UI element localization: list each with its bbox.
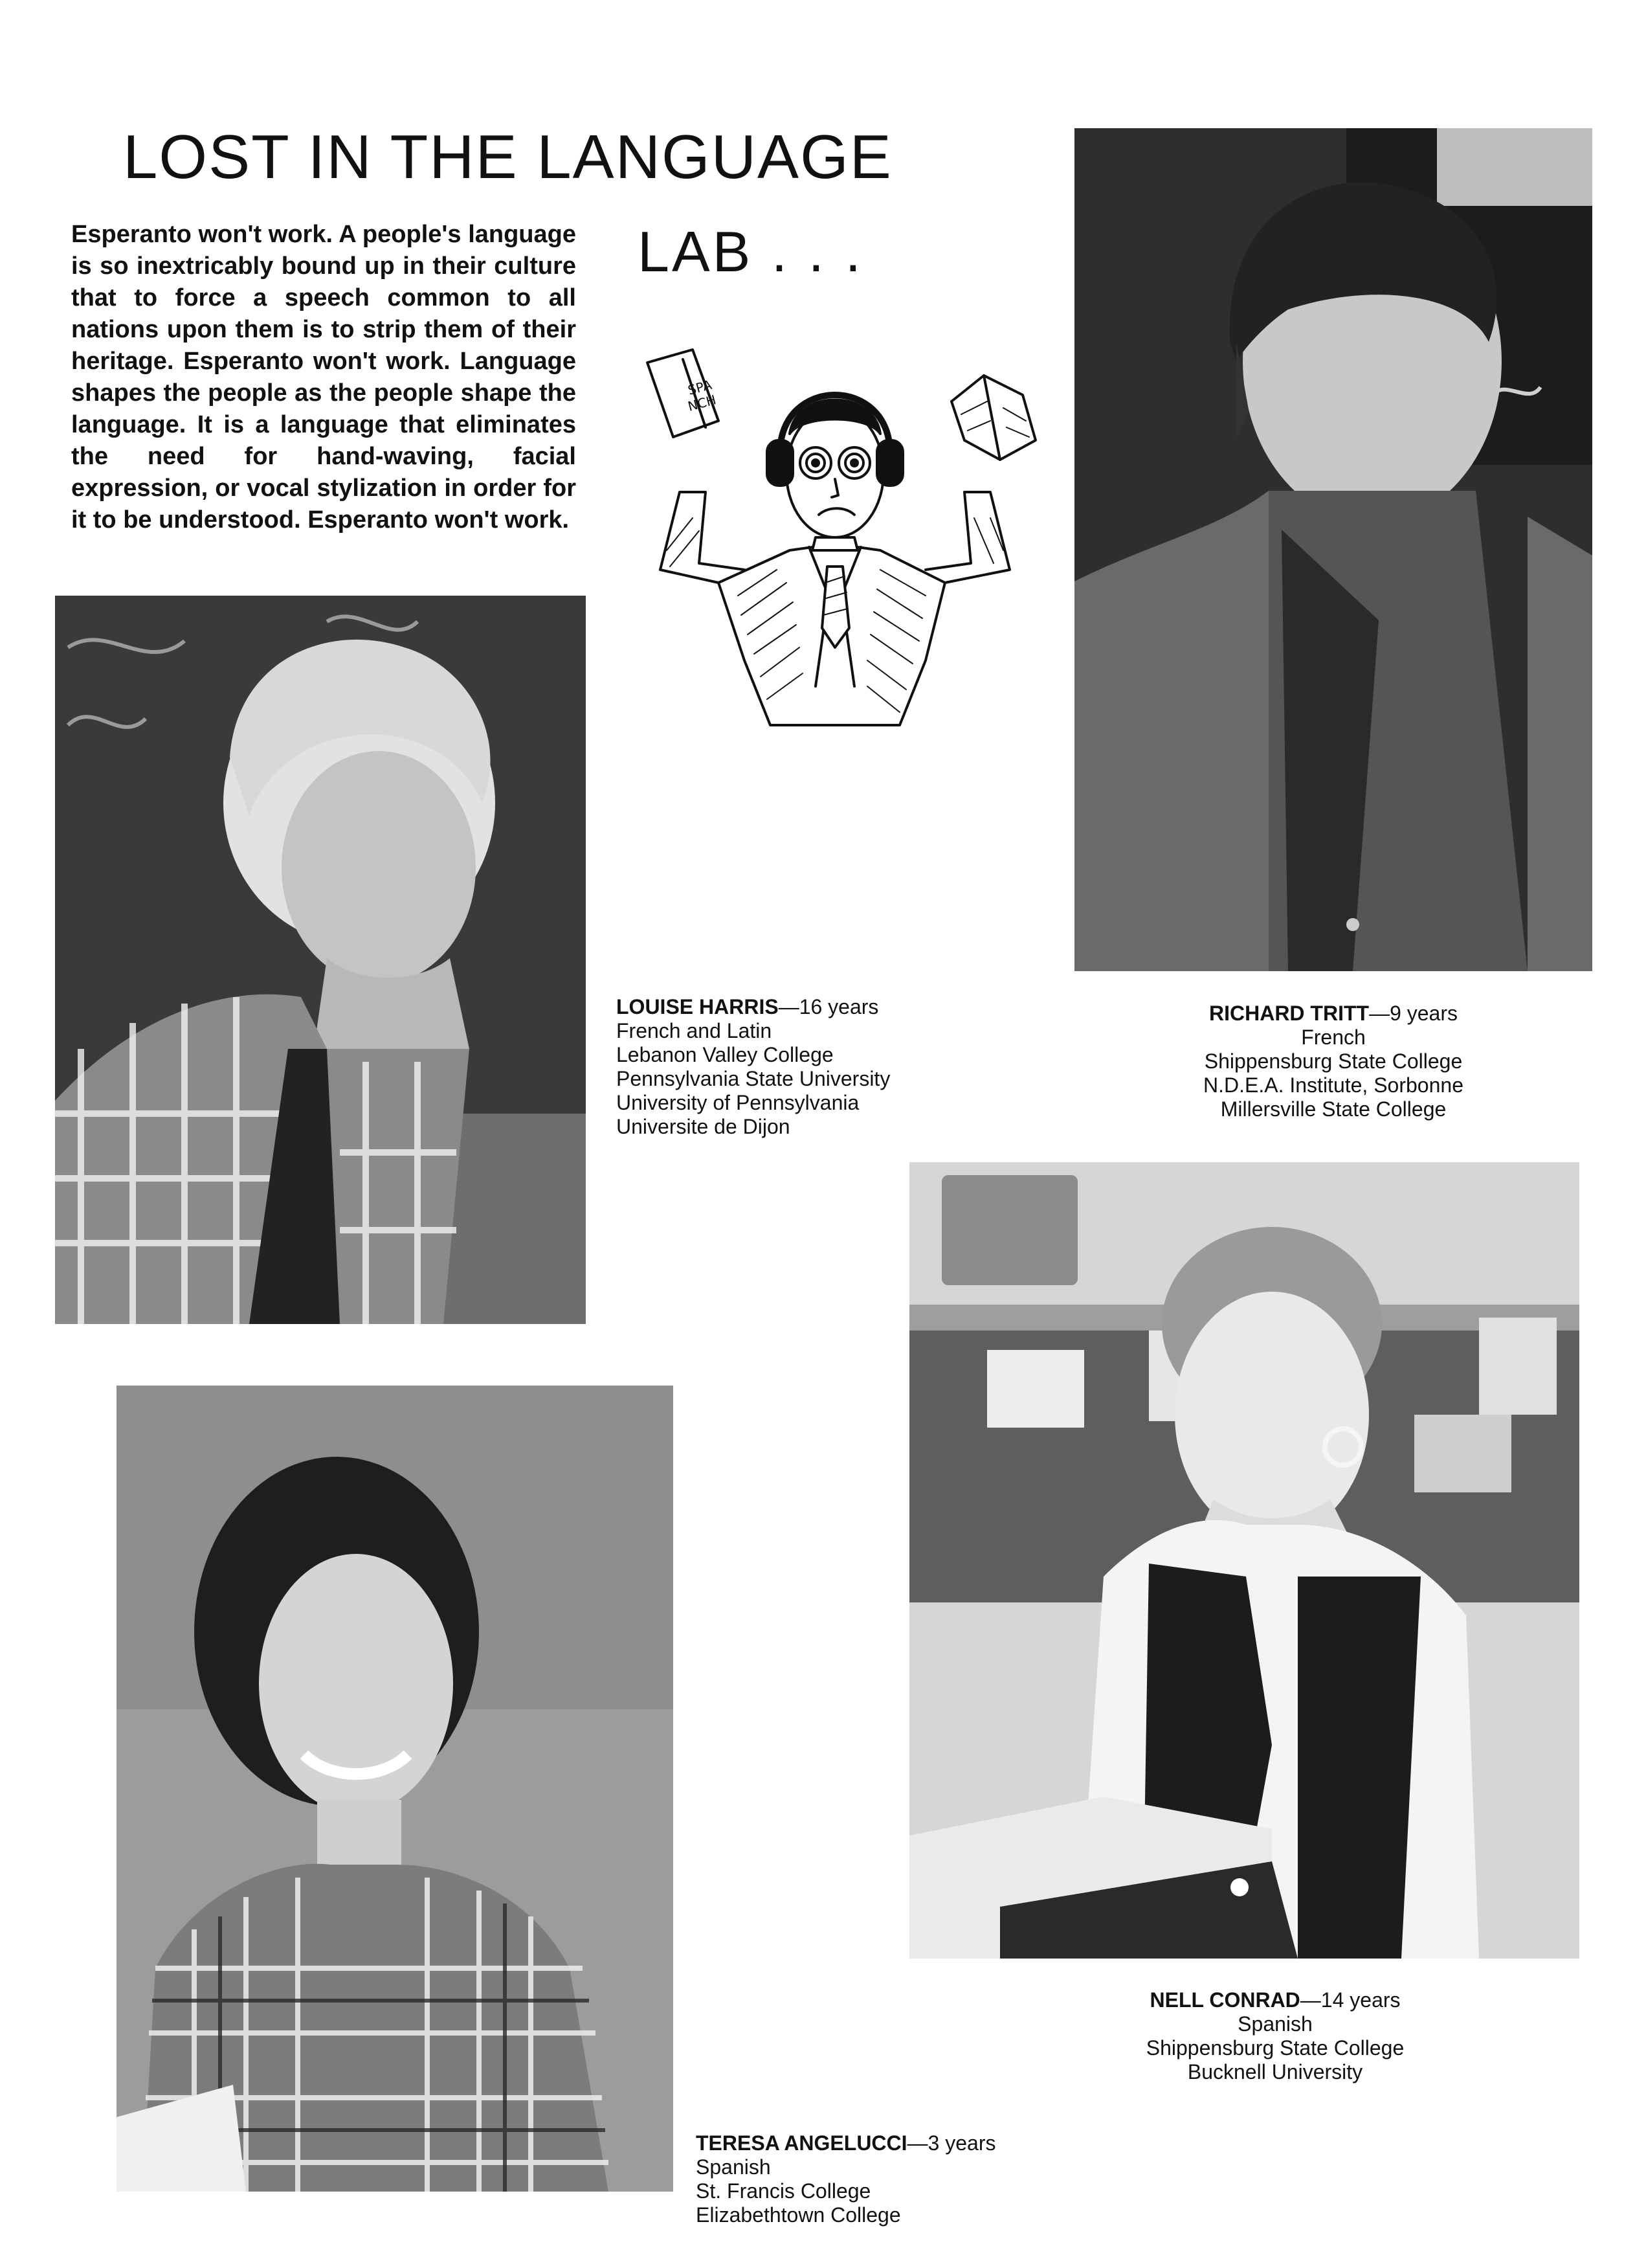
faculty-detail: N.D.E.A. Institute, Sorbonne xyxy=(1203,1073,1463,1097)
faculty-detail: St. Francis College xyxy=(696,2179,871,2203)
faculty-detail: Millersville State College xyxy=(1220,1097,1447,1121)
svg-text:SPA: SPA xyxy=(686,377,714,398)
faculty-detail: University of Pennsylvania xyxy=(616,1091,860,1114)
faculty-detail: French xyxy=(1301,1026,1366,1049)
photo-richard-tritt xyxy=(1074,128,1592,971)
faculty-detail: Universite de Dijon xyxy=(616,1115,790,1138)
faculty-detail: Shippensburg State College xyxy=(1204,1050,1463,1073)
faculty-tenure: —3 years xyxy=(907,2131,996,2155)
faculty-detail: Elizabethtown College xyxy=(696,2203,901,2227)
faculty-name: LOUISE HARRIS xyxy=(616,995,779,1018)
faculty-name: RICHARD TRITT xyxy=(1208,1002,1370,1025)
faculty-tenure: —9 years xyxy=(1369,1002,1458,1025)
page-title-line-2: LAB . . . xyxy=(638,219,864,284)
caption-teresa-angelucci xyxy=(696,2131,995,2227)
faculty-detail: Pennsylvania State University xyxy=(616,1067,891,1090)
faculty-detail: Lebanon Valley College xyxy=(616,1043,834,1066)
faculty-detail: Spanish xyxy=(696,2155,771,2179)
caption-nell-conrad xyxy=(1042,1988,1508,2084)
photo-louise-harris xyxy=(55,596,586,1324)
caption-louise-harris xyxy=(616,995,890,1139)
photo-nell-conrad xyxy=(909,1162,1579,1959)
svg-text:NCH: NCH xyxy=(686,392,718,414)
cartoon-illustration xyxy=(621,324,1042,738)
faculty-tenure: —14 years xyxy=(1300,1988,1401,2012)
faculty-name: TERESA ANGELUCCI xyxy=(696,2131,907,2155)
page-title-line-1: LOST IN THE LANGUAGE xyxy=(123,122,893,192)
faculty-detail: Spanish xyxy=(1238,2012,1313,2036)
faculty-detail: French and Latin xyxy=(616,1019,772,1042)
caption-richard-tritt xyxy=(1100,1002,1566,1121)
intro-paragraph: Esperanto won't work. A people's language is so inextricably bound up in their culture that to force a speech common to all nations upon them is to strip them of their heritage. Esperanto won't work. Language shapes the people as the people shape the language. It is a language that eliminates the need for hand-waving, facial expression, or vocal stylization in order for it to be understood. Esperanto won't work. xyxy=(71,221,576,533)
faculty-name: NELL CONRAD xyxy=(1150,1988,1300,2012)
faculty-detail: Bucknell University xyxy=(1187,2060,1363,2083)
faculty-detail: Shippensburg State College xyxy=(1146,2036,1405,2060)
photo-teresa-angelucci xyxy=(117,1386,673,2192)
faculty-tenure: —16 years xyxy=(778,995,879,1018)
